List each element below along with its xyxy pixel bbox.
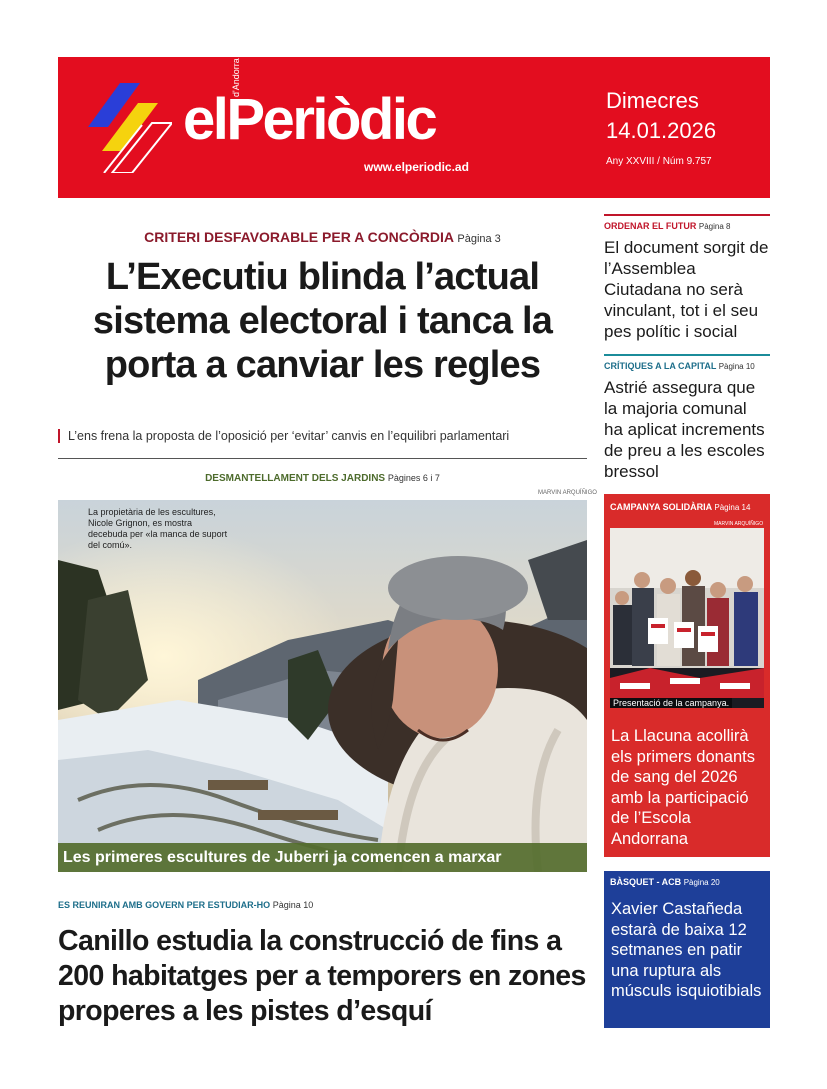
lead-photo[interactable]	[58, 500, 587, 872]
story3-kicker-text: ES REUNIRAN AMB GOVERN PER ESTUDIAR-HO	[58, 900, 271, 910]
sidebar-kicker	[604, 221, 770, 231]
sidebar-page-ref: Pàgina 20	[683, 878, 720, 887]
sidebar-text: Xavier Castañeda estarà de baixa 12 setmanes en patir una ruptura als músculs isquiotibials	[611, 900, 762, 1000]
campanya-photo-caption: Presentació de la campanya.	[610, 698, 732, 708]
sidebar-kicker-text: BÀSQUET - ACB	[610, 877, 682, 887]
sidebar-page-ref: Pàgina 10	[718, 362, 755, 371]
sidebar-kicker	[610, 877, 720, 887]
sidebar-item-critiques[interactable]	[604, 354, 770, 482]
logo-subtitle: d'Andorra	[231, 58, 241, 97]
sidebar-text: La Llacuna acollirà els primers donants de sang del 2026 amb la participació de l’Escola Andorrana	[611, 727, 755, 848]
sidebar-kicker	[610, 502, 750, 512]
photo-kicker-text: DESMANTELLAMENT DELS JARDINS	[205, 473, 386, 484]
lead-subhead: L’ens frena la proposta de l’oposició per ‘evitar’ canvis en l’equilibri parlamentari	[58, 429, 587, 443]
campanya-photo-image	[610, 528, 764, 708]
lead-kicker	[58, 229, 587, 245]
photo-page-ref: Pàgines 6 i 7	[387, 473, 440, 483]
lead-headline-line: porta a canviar les regles	[104, 344, 541, 386]
lead-headline-line: L’Executiu blinda l’actual	[105, 256, 540, 298]
sidebar-kicker-text: CAMPANYA SOLIDÀRIA	[610, 502, 712, 512]
issue-number: Any XXVIII / Núm 9.757	[606, 156, 712, 167]
masthead	[58, 57, 770, 198]
sidebar-text: Astrié assegura que la majoria comunal ha aplicat increments de preu a les escoles bressol	[604, 378, 765, 481]
site-url[interactable]: www.elperiodic.ad	[364, 160, 469, 174]
photo-credit: MARVIN ARQUÍÑIGO	[538, 490, 597, 496]
lead-headline-line: sistema electoral i tanca la	[92, 300, 553, 342]
sidebar-kicker	[604, 361, 770, 371]
story3-kicker	[58, 900, 313, 910]
sidebar-page-ref: Pàgina 8	[698, 222, 731, 231]
photo-caption-bar[interactable]: Les primeres escultures de Juberri ja comencen a marxar	[58, 843, 587, 872]
photo-inset-caption: La propietària de les escultures, Nicole Grignon, es mostra decebuda per «la manca de suport del comú».	[88, 507, 228, 550]
campanya-photo[interactable]	[610, 528, 764, 708]
issue-day: Dimecres	[606, 88, 699, 113]
story3-headline[interactable]: Canillo estudia la construcció de fins a 200 habitatges per a temporers en zones properes a les pistes d’esquí	[58, 925, 586, 1027]
lead-photo-image	[58, 500, 587, 872]
sidebar-text: El document sorgit de l’Assemblea Ciutadana no serà vinculant, tot i el seu pes polític i social	[604, 238, 769, 341]
issue-date: 14.01.2026	[606, 118, 717, 143]
lead-page-ref: Pàgina 3	[457, 233, 501, 245]
sidebar-item-campanya[interactable]	[604, 494, 770, 857]
lead-headline[interactable]	[58, 255, 587, 387]
divider	[58, 458, 587, 459]
sidebar-kicker-text: ORDENAR EL FUTUR	[604, 221, 697, 231]
sidebar-page-ref: Pàgina 14	[714, 503, 751, 512]
photo-kicker	[58, 473, 587, 484]
sidebar-item-ordenar[interactable]	[604, 214, 770, 342]
lead-kicker-text: CRITERI DESFAVORABLE PER A CONCÒRDIA	[144, 229, 454, 245]
sidebar-kicker-text: CRÍTIQUES A LA CAPITAL	[604, 361, 717, 371]
story3-page-ref: Pàgina 10	[272, 900, 314, 910]
campanya-photo-credit: MARVIN ARQUÍÑIGO	[714, 521, 764, 527]
logo-wordmark[interactable]: elPeriòdic	[183, 87, 436, 152]
sidebar-item-basquet[interactable]	[604, 871, 770, 1028]
andorra-stripes-logo-icon	[82, 81, 172, 173]
